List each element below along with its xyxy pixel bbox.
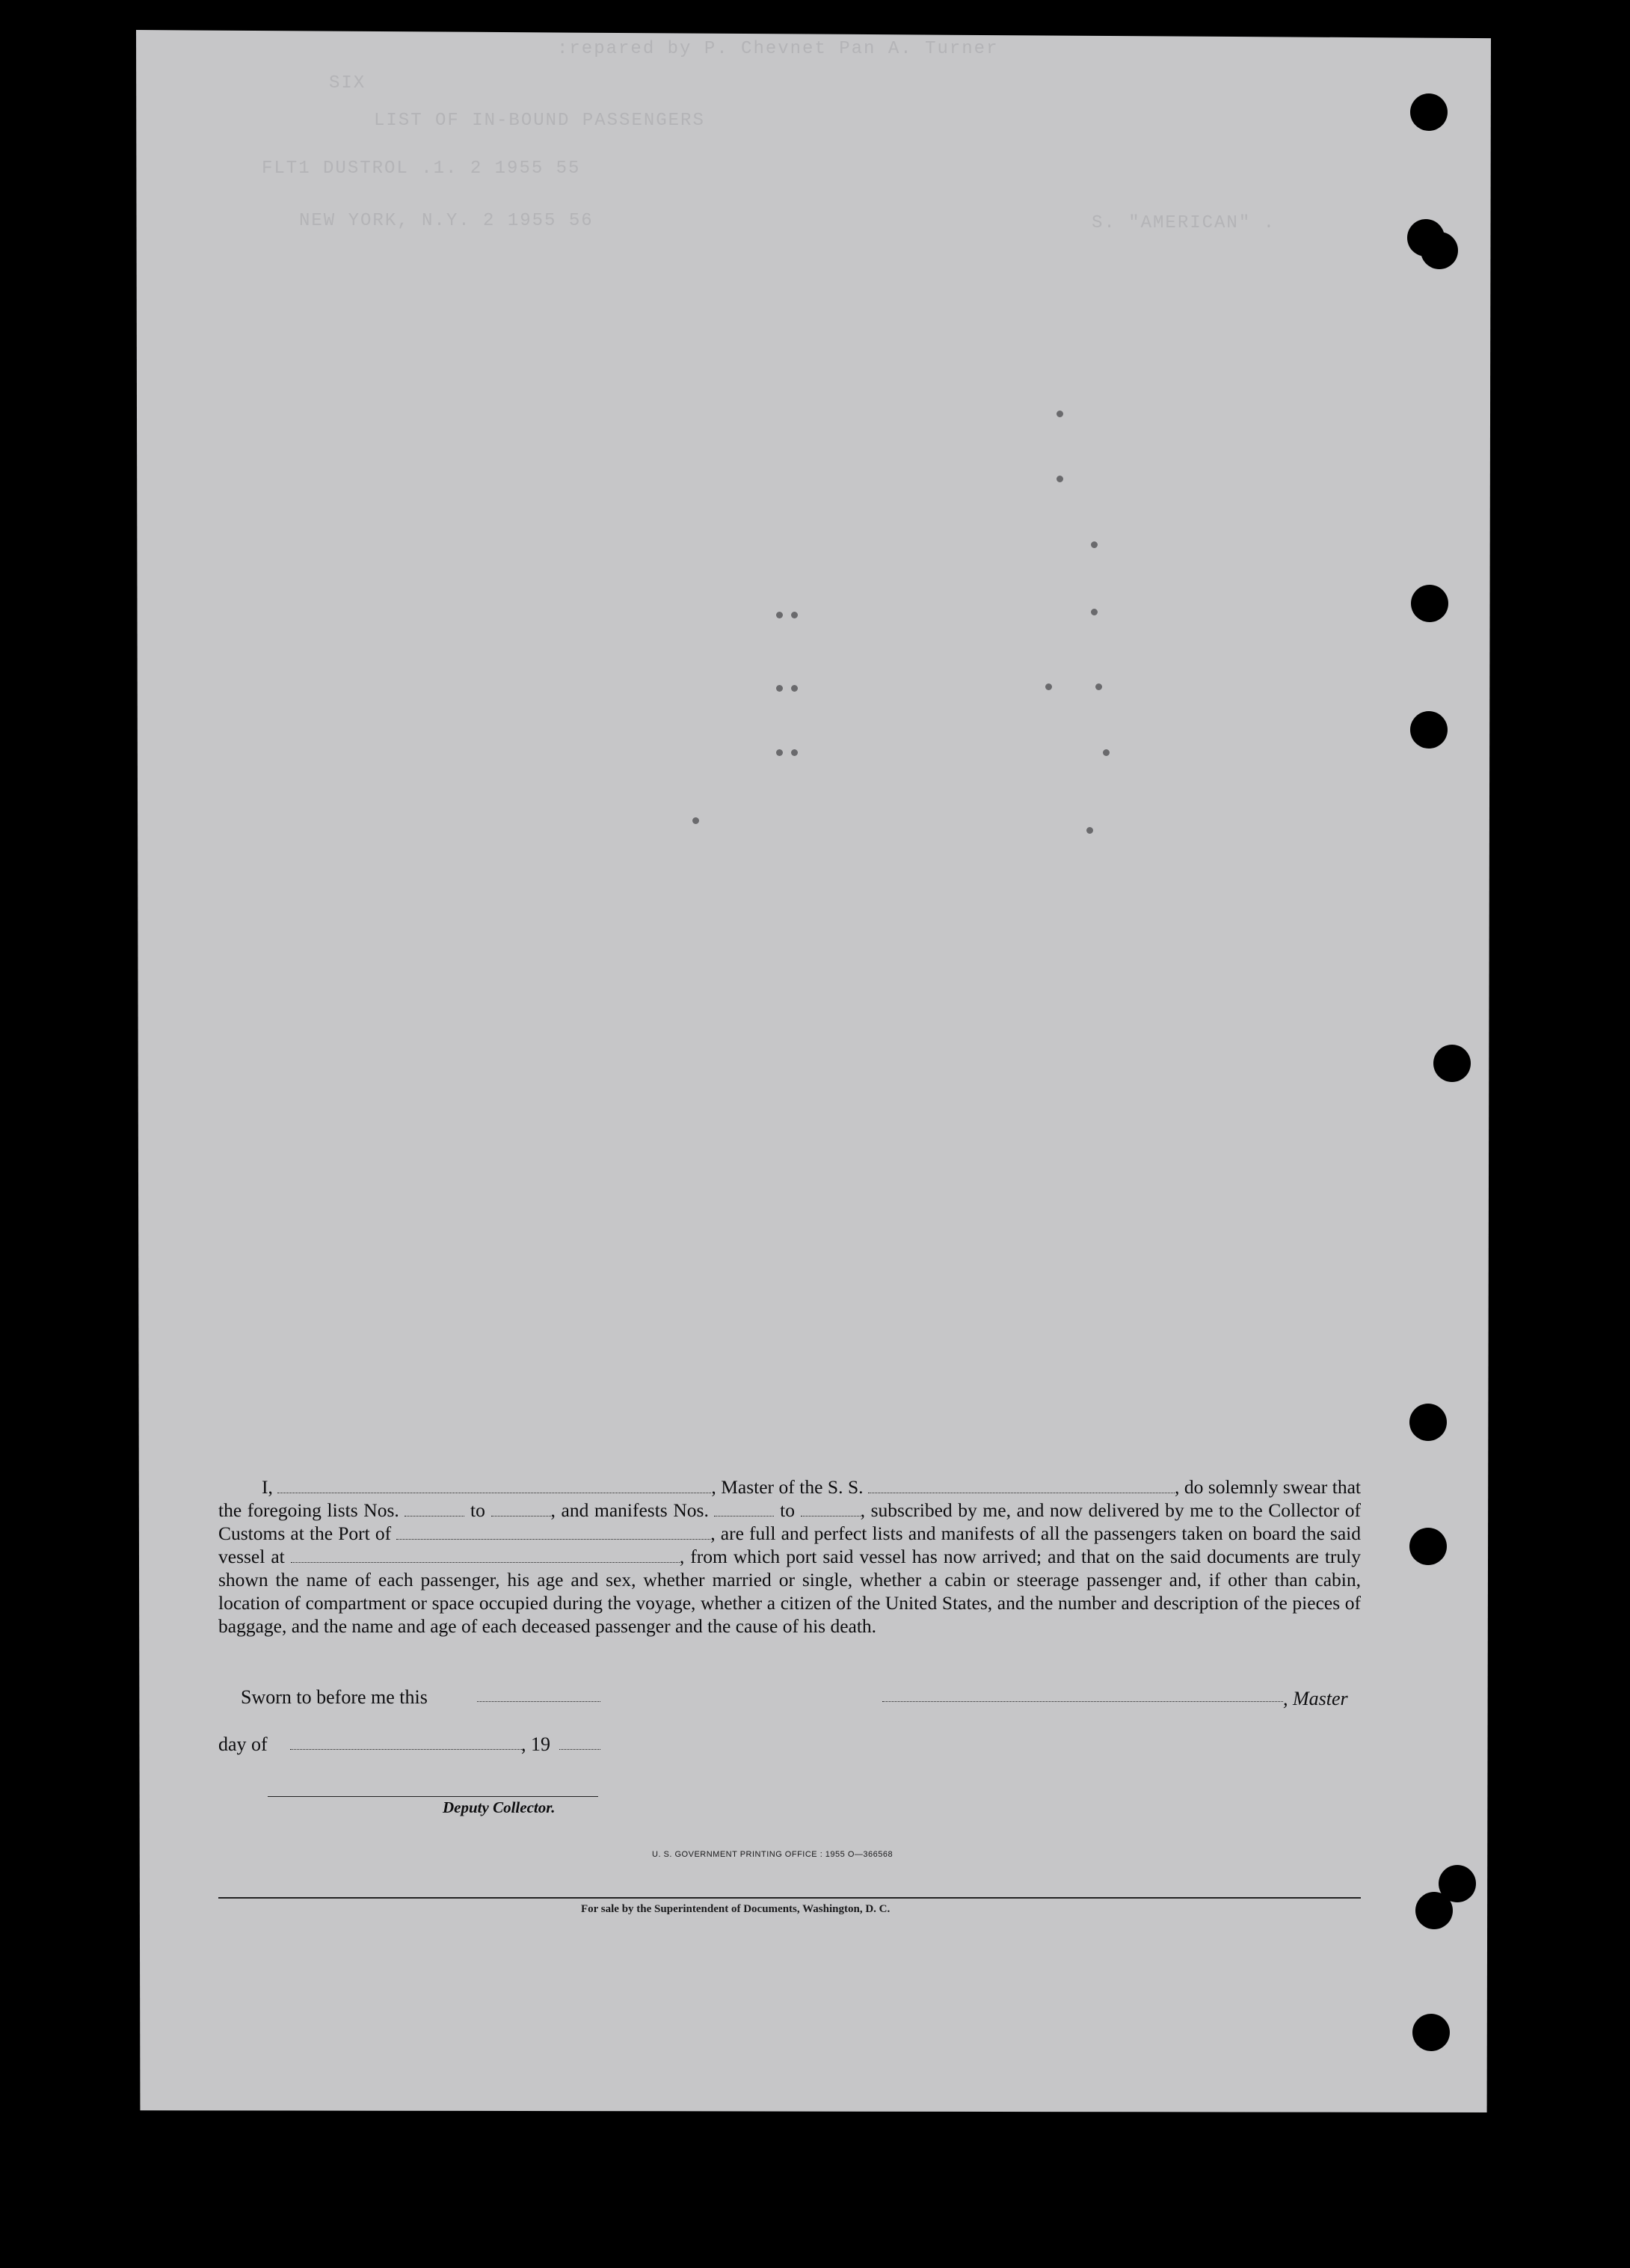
master-signature-line: [882, 1701, 1283, 1702]
binder-hole: [1409, 1404, 1447, 1441]
day-of-label: day of: [218, 1733, 268, 1755]
bleed-dot: [1045, 683, 1052, 690]
bleed-dot: [1091, 541, 1098, 548]
year-line: [559, 1749, 600, 1750]
printing-office-imprint: U. S. GOVERNMENT PRINTING OFFICE : 1955 O—366568: [652, 1850, 894, 1859]
footer-rule: [218, 1897, 1361, 1899]
binder-hole: [1415, 1892, 1453, 1929]
bleed-through-city-row: NEW YORK, N.Y. 2 1955 56: [299, 211, 594, 231]
binder-hole: [1409, 1528, 1447, 1565]
year-label: , 19: [521, 1733, 550, 1755]
bleed-dot: [791, 685, 798, 692]
bleed-dot: [776, 749, 783, 756]
master-label: , Master: [1283, 1688, 1348, 1709]
bleed-dot: [1086, 827, 1093, 834]
deputy-collector-line: [268, 1796, 598, 1797]
bleed-through-page-number: SIX: [329, 73, 366, 93]
bleed-through-header: :repared by P. Chevnet Pan A. Turner: [557, 39, 999, 59]
bleed-dot: [791, 749, 798, 756]
binder-hole: [1410, 711, 1448, 749]
binder-hole: [1412, 2014, 1450, 2051]
bleed-through-vessel: S. "AMERICAN" .: [1092, 213, 1276, 233]
deputy-collector-label: Deputy Collector.: [443, 1798, 556, 1816]
binder-hole: [1411, 585, 1448, 622]
bleed-dot: [791, 612, 798, 618]
sworn-label: Sworn to before me this: [241, 1686, 428, 1708]
master-oath-paragraph: I, , Master of the S. S. , do solemnly swear that the foregoing lists Nos. to , and manifests Nos. to , subscribed by me, and now delivered by me to the Collector of Customs at the Port of , are full and perfect lists and manifests of all the passengers taken on board the said vessel at , from which port said vessel has now arrived; and that on the said documents are truly shown the name of each passenger, his age and sex, whether married or single, whether a cabin or steerage passenger and, if other than cabin, location of compartment or space occupied during the voyage, whether a citizen of the United States, and the number and description of the pieces of baggage, and the name and age of each deceased passenger and the cause of his death.: [218, 1476, 1362, 1637]
document-page: [136, 30, 1491, 2112]
bleed-dot: [1103, 749, 1110, 756]
bleed-dot: [1095, 683, 1102, 690]
bleed-through-flight-row: FLT1 DUSTROL .1. 2 1955 55: [262, 159, 581, 179]
sworn-day-line: [477, 1701, 600, 1702]
bleed-dot: [1091, 609, 1098, 615]
binder-hole: [1433, 1045, 1471, 1082]
binder-hole: [1421, 232, 1458, 269]
bleed-dot: [692, 817, 699, 824]
bleed-through-list-title: LIST OF IN-BOUND PASSENGERS: [374, 111, 705, 131]
sale-note: For sale by the Superintendent of Documents, Washington, D. C.: [581, 1903, 891, 1915]
bleed-dot: [1057, 476, 1063, 482]
bleed-dot: [776, 685, 783, 692]
binder-hole: [1410, 93, 1448, 131]
bleed-dot: [1057, 411, 1063, 417]
bleed-dot: [776, 612, 783, 618]
month-line: [290, 1749, 522, 1750]
